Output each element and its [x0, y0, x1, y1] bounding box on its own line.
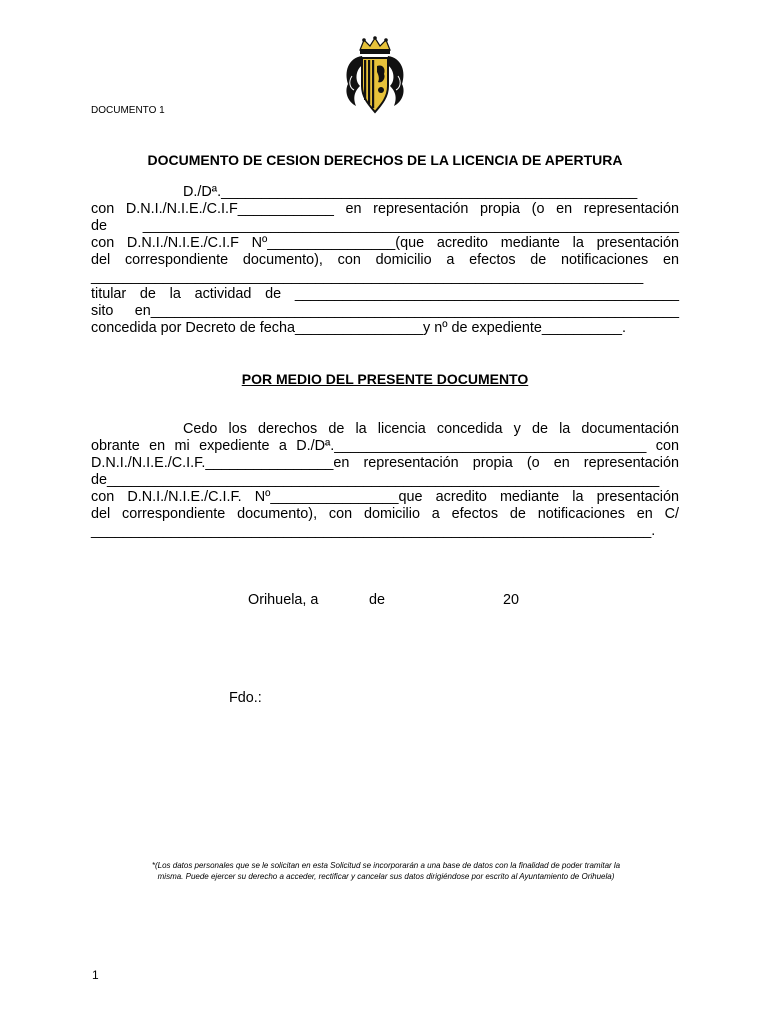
- body-line: con D.N.I./N.I.E./C.I.F Nº________________(que acredito mediante la presentación: [91, 235, 679, 251]
- section-heading: POR MEDIO DEL PRESENTE DOCUMENTO: [241, 371, 529, 387]
- body-line: del correspondiente documento), con domicilio a efectos de notificaciones en: [91, 252, 679, 268]
- place-year: 20: [503, 592, 520, 608]
- page-number: 1: [92, 968, 99, 982]
- body-line: obrante en mi expediente a D./Dª._______________________________________ con: [91, 438, 679, 454]
- place-de: de: [369, 592, 386, 608]
- body-line: Cedo los derechos de la licencia concedida y de la documentación: [183, 421, 679, 437]
- place-city: Orihuela, a: [248, 592, 319, 608]
- body-line: de ___________________________________________________________________: [91, 218, 679, 234]
- body-line: de_____________________________________________________________________: [91, 472, 660, 488]
- document-label: DOCUMENTO 1: [91, 105, 165, 116]
- body-line: titular de la actividad de ________________________________________________: [91, 286, 679, 302]
- body-line: _____________________________________________________________________: [91, 269, 644, 285]
- body-line: D./Dª.____________________________________________________: [183, 184, 638, 200]
- body-line: del correspondiente documento), con domicilio a efectos de notificaciones en C/: [91, 506, 679, 522]
- signature-label: Fdo.:: [229, 690, 262, 706]
- body-line: concedida por Decreto de fecha________________y nº de expediente__________.: [91, 320, 626, 336]
- footnote-line: *(Los datos personales que se le solicitan en esta Solicitud se incorporarán a una base de datos con la finalidad de poder tramitar la: [151, 861, 621, 870]
- footnote-line: misma. Puede ejercer su derecho a acceder, rectificar y cancelar sus datos dirigiéndose por escrito al Ayuntamiento de Orihuela): [157, 872, 615, 881]
- body-line: D.N.I./N.I.E./C.I.F.________________en representación propia (o en representación: [91, 455, 679, 471]
- body-line: ______________________________________________________________________.: [91, 523, 656, 539]
- document-title: DOCUMENTO DE CESION DERECHOS DE LA LICENCIA DE APERTURA: [147, 152, 623, 168]
- privacy-footnote: [96, 860, 676, 882]
- body-line: con D.N.I./N.I.E./C.I.F____________ en representación propia (o en representación: [91, 201, 679, 217]
- body-line: sito en__________________________________________________________________: [91, 303, 679, 319]
- coat-of-arms-icon: [342, 36, 408, 116]
- body-line: con D.N.I./N.I.E./C.I.F. Nº________________que acredito mediante la presentación: [91, 489, 679, 505]
